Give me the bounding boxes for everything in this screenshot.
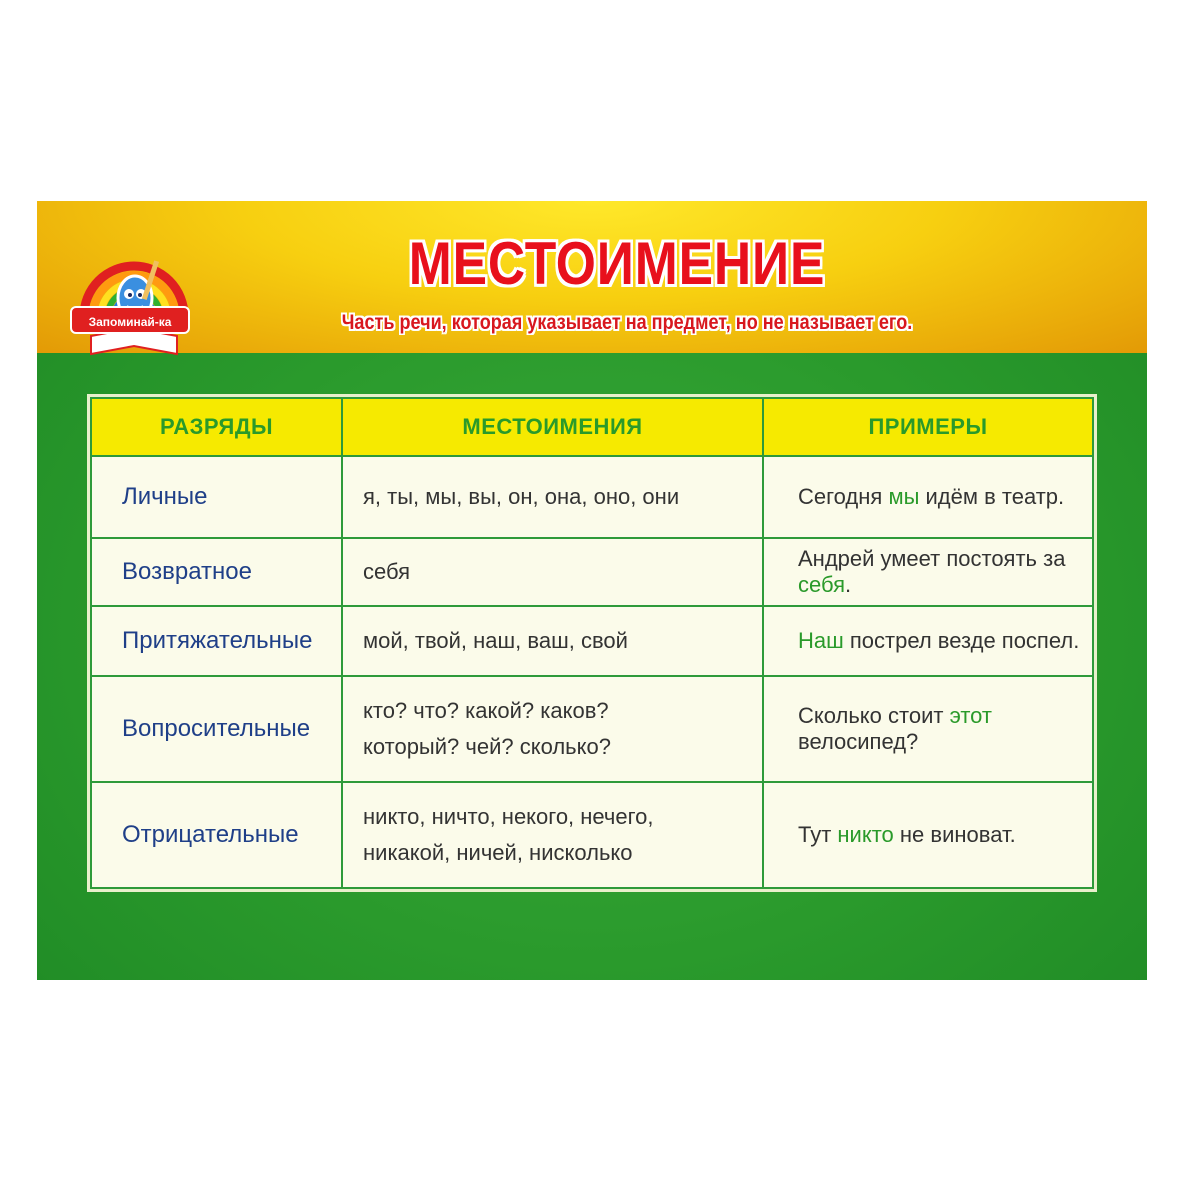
pronouns-cell	[342, 606, 763, 676]
example-cell	[763, 538, 1093, 606]
pronouns-line: мой, твой, наш, ваш, свой	[363, 628, 628, 653]
page-title: МЕСТОИМЕНИЕ	[408, 230, 826, 297]
table-row	[91, 676, 1093, 782]
logo	[69, 236, 199, 366]
category-cell: Отрицательные	[91, 782, 342, 888]
example-cell	[763, 676, 1093, 782]
table-header-row	[91, 398, 1093, 456]
example-cell	[763, 456, 1093, 538]
pronouns-cell	[342, 676, 763, 782]
pronouns-line: никакой, ничей, нисколько	[363, 840, 633, 865]
example-cell	[763, 782, 1093, 888]
example-text: Сколько стоит	[798, 703, 950, 728]
table-row	[91, 456, 1093, 538]
example-text: Тут	[798, 822, 838, 847]
example-cell	[763, 606, 1093, 676]
pronouns-cell	[342, 456, 763, 538]
rainbow-book-icon	[69, 236, 199, 366]
example-text: велосипед?	[798, 729, 919, 754]
table-row	[91, 538, 1093, 606]
pronouns-line: я, ты, мы, вы, он, она, оно, они	[363, 484, 680, 509]
pronouns-line: себя	[363, 559, 411, 584]
example-text: пострел везде поспел.	[843, 628, 1080, 653]
example-highlight: Наш	[798, 628, 844, 653]
pronouns-line: кто? что? какой? каков?	[363, 698, 609, 723]
header-pronouns: МЕСТОИМЕНИЯ	[342, 398, 763, 456]
logo-label: Запоминай-ка	[70, 306, 190, 334]
example-highlight: себя	[798, 572, 846, 597]
example-text: Андрей умеет постоять за	[798, 546, 1066, 571]
pronouns-line: который? чей? сколько?	[363, 734, 611, 759]
category-cell: Притяжательные	[91, 606, 342, 676]
poster-header	[37, 201, 1147, 353]
header-categories: РАЗРЯДЫ	[91, 398, 342, 456]
example-highlight: мы	[888, 484, 920, 509]
pronouns-cell	[342, 782, 763, 888]
example-text: .	[845, 572, 852, 597]
example-highlight: этот	[949, 703, 992, 728]
example-text: Сегодня	[798, 484, 889, 509]
pronoun-table	[90, 397, 1094, 889]
category-cell: Вопросительные	[91, 676, 342, 782]
example-text: не виноват.	[893, 822, 1016, 847]
pronouns-line: никто, ничто, некого, нечего,	[363, 804, 654, 829]
category-cell: Личные	[91, 456, 342, 538]
table-row	[91, 606, 1093, 676]
pronouns-cell	[342, 538, 763, 606]
table-row	[91, 782, 1093, 888]
poster	[37, 201, 1147, 980]
category-cell: Возвратное	[91, 538, 342, 606]
page-subtitle: Часть речи, которая указывает на предмет, но не называет его.	[341, 311, 913, 334]
example-highlight: никто	[837, 822, 894, 847]
header-examples: ПРИМЕРЫ	[763, 398, 1093, 456]
example-text: идём в театр.	[919, 484, 1065, 509]
